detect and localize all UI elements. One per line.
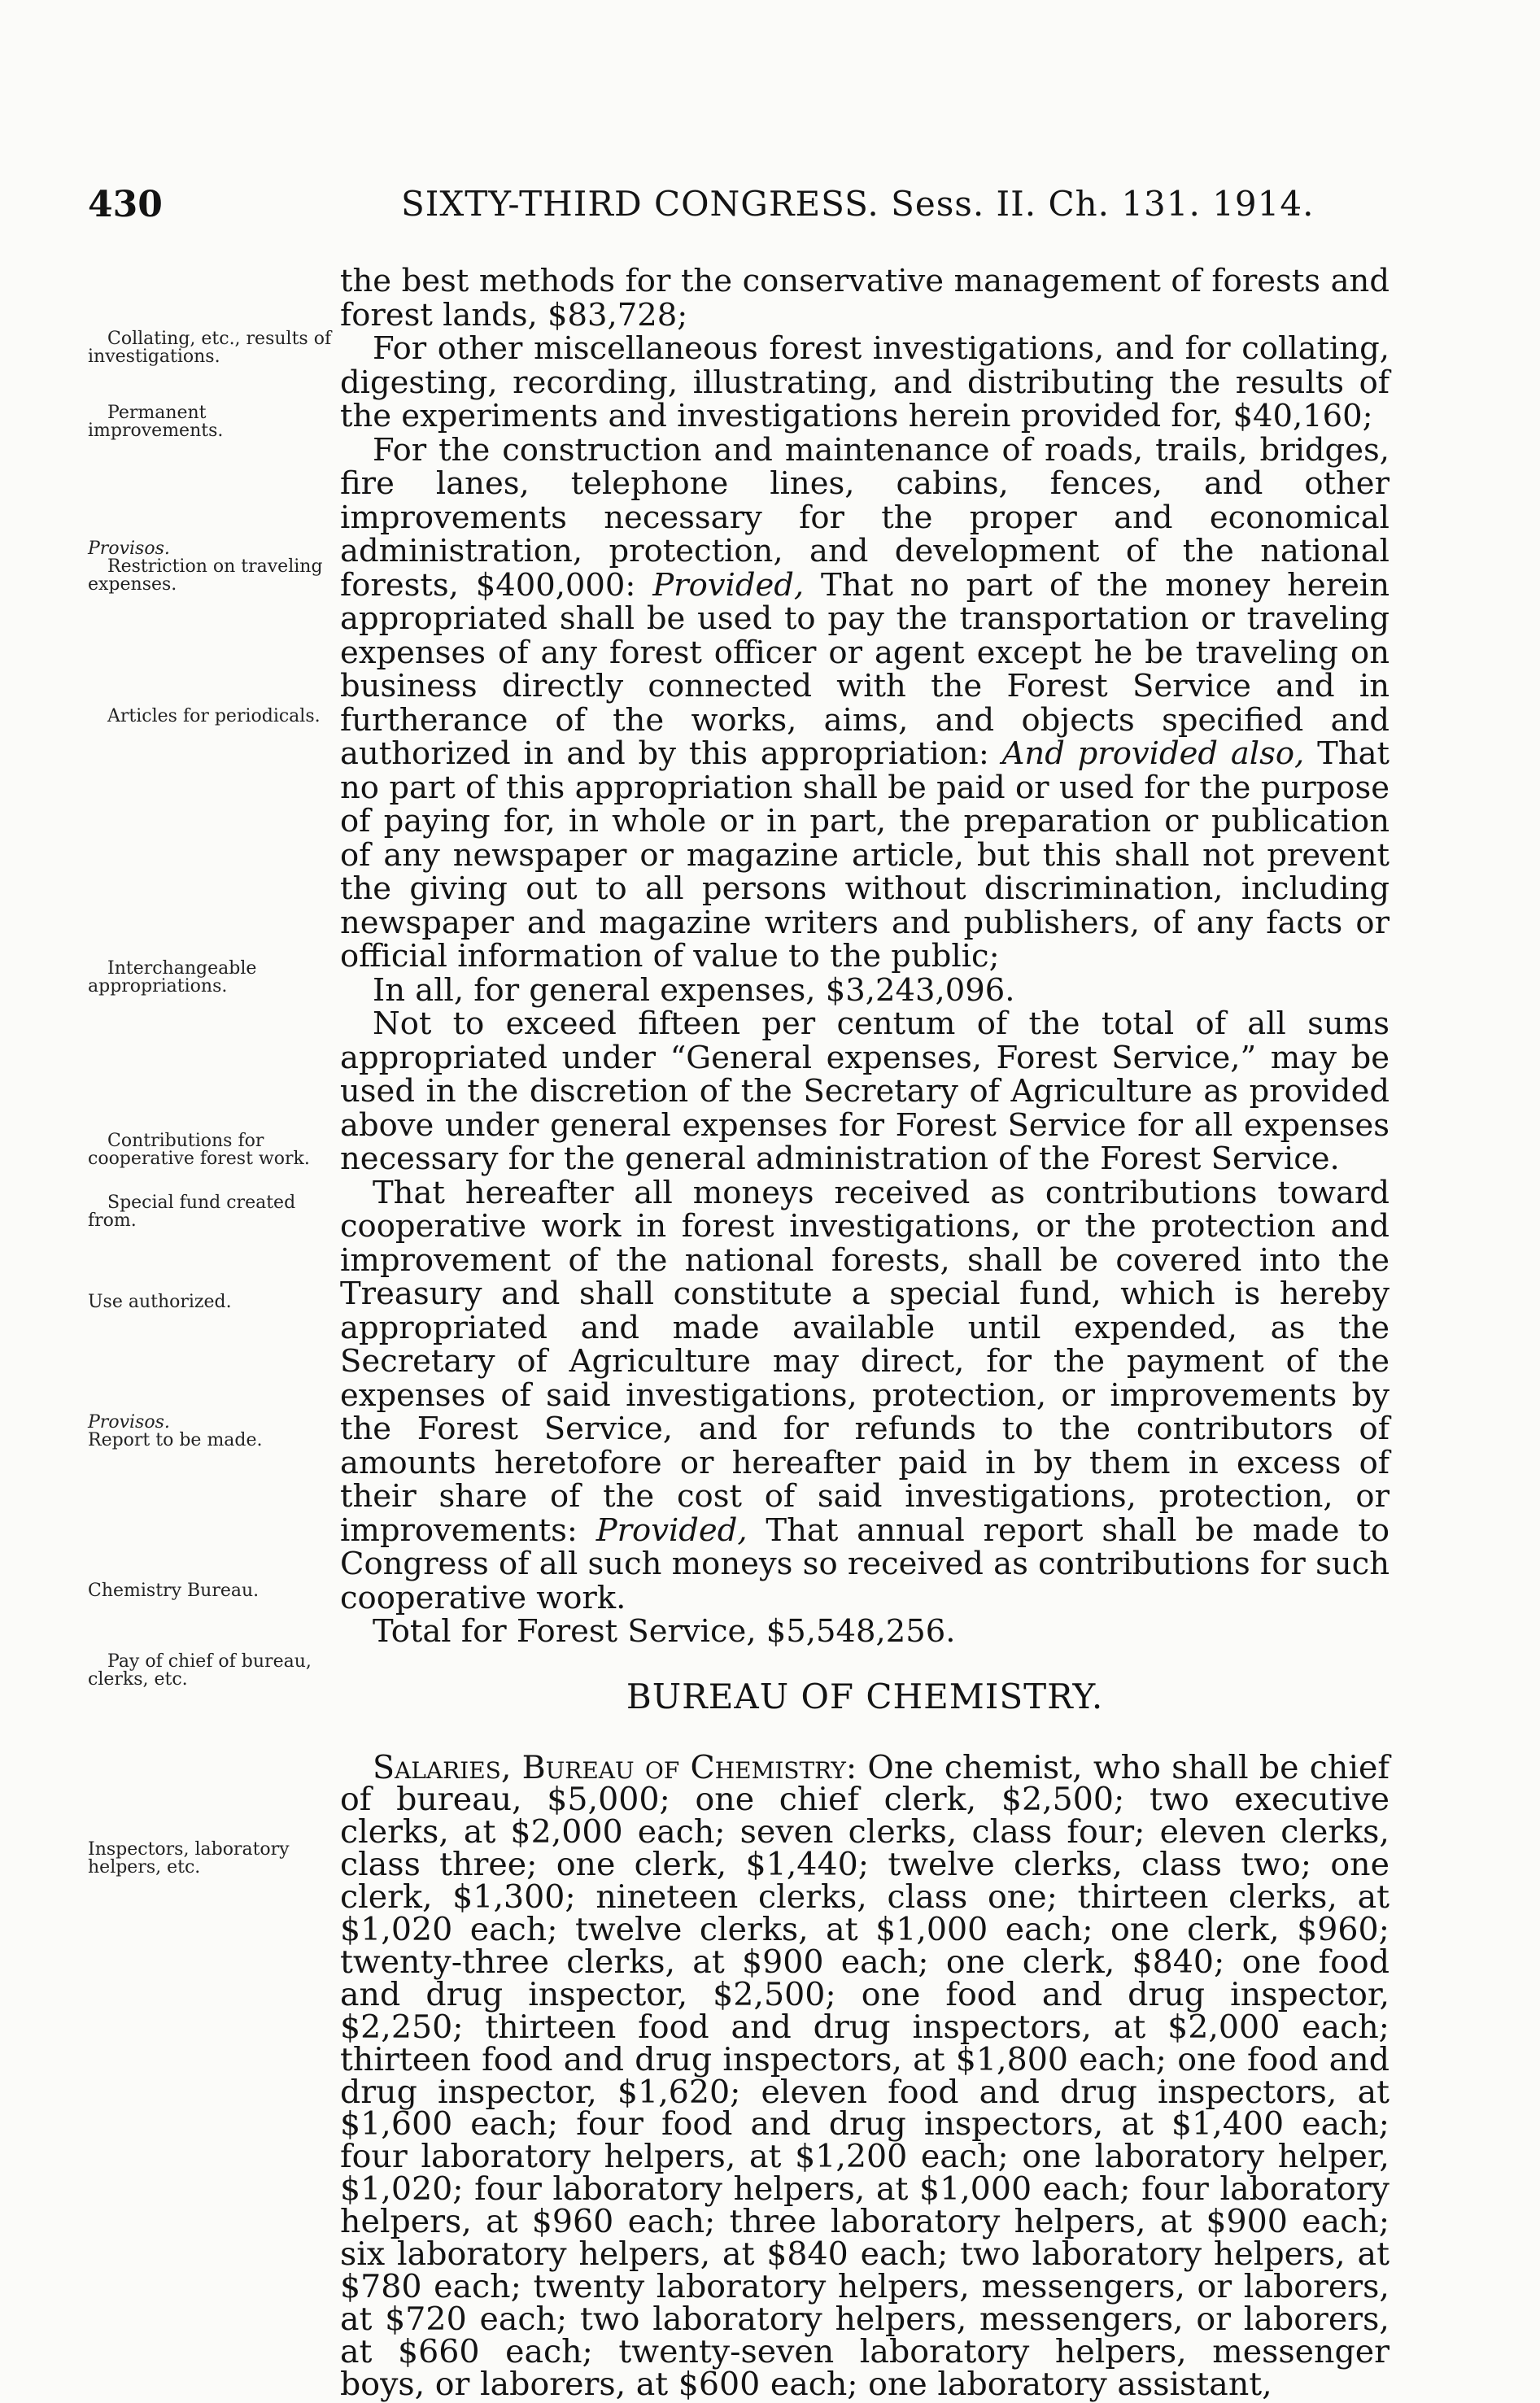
margin-note-use-authorized: Use authorized. bbox=[88, 1292, 232, 1312]
paragraph-interchangeable: Not to exceed fifteen per centum of the total of all sums appropriated under “General expenses, Forest Service,” may be used in the discretion of the Secretary of Agriculture as provided above under general expenses for Forest Service for all expenses necessary for the general administration of the Forest Service. bbox=[340, 1005, 1389, 1177]
paragraph-forest-methods: the best methods for the conservative management of forests and forest lands, $83,728; bbox=[340, 263, 1389, 334]
margin-note-provisos-2: Provisos. bbox=[88, 1412, 170, 1433]
running-head: SIXTY-THIRD CONGRESS. Sess. II. Ch. 131. 1914. bbox=[401, 184, 1315, 224]
margin-note-inspectors: Inspectors, laboratory helpers, etc. bbox=[88, 1839, 290, 1877]
margin-note-chemistry-bureau: Chemistry Bureau. bbox=[88, 1581, 260, 1601]
paragraph-forest-service-total: Total for Forest Service, $5,548,256. bbox=[373, 1613, 956, 1650]
margin-note-provisos: Provisos. bbox=[88, 539, 170, 559]
margin-note-permanent-improvements: Permanent improvements. bbox=[88, 403, 224, 441]
margin-note-pay-of-chief: Pay of chief of bureau, clerks, etc. bbox=[88, 1651, 312, 1690]
paragraph-salaries: Salaries, Bureau of Chemistry: One chemist, who shall be chief of bureau, $5,000; one chief clerk, $2,500; two executive clerks, at $2,000 each; seven clerks, class four; eleven clerks, class three; one clerk, $1,440; twelve clerks, class two; one clerk, $1,300; nineteen clerks, class one; thirteen clerks, at $1,020 each; twelve clerks, at $1,000 each; one clerk, $960; twenty-three clerks, at $900 each; one clerk, $840; one food and drug inspector, $2,500; one food and drug inspector, $2,250; thirteen food and drug inspectors, at $2,000 each; thirteen food and drug inspectors, at $1,800 each; one food and drug inspector, $1,620; eleven food and drug inspectors, at $1,600 each; four food and drug inspectors, at $1,400 each; four laboratory helpers, at $1,200 each; one laboratory helper, $1,020; four laboratory helpers, at $1,000 each; four laboratory helpers, at $960 each; three laboratory helpers, at $900 each; six laboratory helpers, at $840 each; two laboratory helpers, at $780 each; twenty laboratory helpers, messengers, or laborers, at $720 each; two laboratory helpers, messengers, or laborers, at $660 each; twenty-seven laboratory helpers, messenger boys, or laborers, at $600 each; one laboratory assistant, bbox=[340, 1748, 1389, 2403]
paragraph-misc-investigations: For other miscellaneous forest investigations, and for collating, digesting, recording, illustrating, and distributing the results of the experiments and investigations herein provided for, $40,160; bbox=[340, 330, 1389, 434]
margin-note-contributions: Contributions for cooperative forest work. bbox=[88, 1131, 310, 1169]
page-number: 430 bbox=[88, 184, 163, 225]
margin-note-report: Report to be made. bbox=[88, 1430, 263, 1450]
paragraph-roads-trails: For the construction and maintenance of roads, trails, bridges, fire lanes, telephone lines, cabins, fences, and other improvements necessary for the proper and economical administration, protection, and development of the national forests, $400,000: Provided, That no part of the money herein appropriated shall be used to pay the transportation or traveling expenses of any forest officer or agent except he be traveling on business directly connected with the Forest Service and in furtherance of the works, aims, and objects specified and authorized in and by this appropriation: And provided also, That no part of this appropriation shall be paid or used for the purpose of paying for, in whole or in part, the preparation or publication of any newspaper or magazine article, but this shall not prevent the giving out to all persons without discrimination, including newspaper and magazine writers and publishers, of any facts or official information of value to the public; bbox=[340, 431, 1390, 975]
margin-note-traveling-expenses: Restriction on traveling expenses. bbox=[88, 556, 323, 595]
margin-note-special-fund: Special fund created from. bbox=[88, 1193, 296, 1231]
margin-note-periodicals: Articles for periodicals. bbox=[107, 706, 321, 726]
main-text bbox=[340, 264, 1389, 2401]
margin-note-collating: Collating, etc., results of investigations. bbox=[88, 329, 332, 367]
running-header bbox=[88, 184, 1389, 233]
section-heading: BUREAU OF CHEMISTRY. bbox=[626, 1676, 1104, 1716]
paragraph-contributions: That hereafter all moneys received as contributions toward cooperative work in forest investigations, or the protection and improvement of the national forests, shall be covered into the Treasury and shall constitute a special fund, which is hereby appropriated and made available until expended, as the Secretary of Agriculture may direct, for the payment of the expenses of said investigations, protection, or improvements by the Forest Service, and for refunds to the contributors of amounts heretofore or hereafter paid in by them in excess of their share of the cost of said investigations, protection, or improvements: Provided, That annual report shall be made to Congress of all such moneys so received as contributions for such cooperative work. bbox=[340, 1174, 1389, 1616]
paragraph-general-expenses-total: In all, for general expenses, $3,243,096. bbox=[373, 971, 1015, 1009]
margin-note-interchangeable: Interchangeable appropriations. bbox=[88, 958, 257, 997]
